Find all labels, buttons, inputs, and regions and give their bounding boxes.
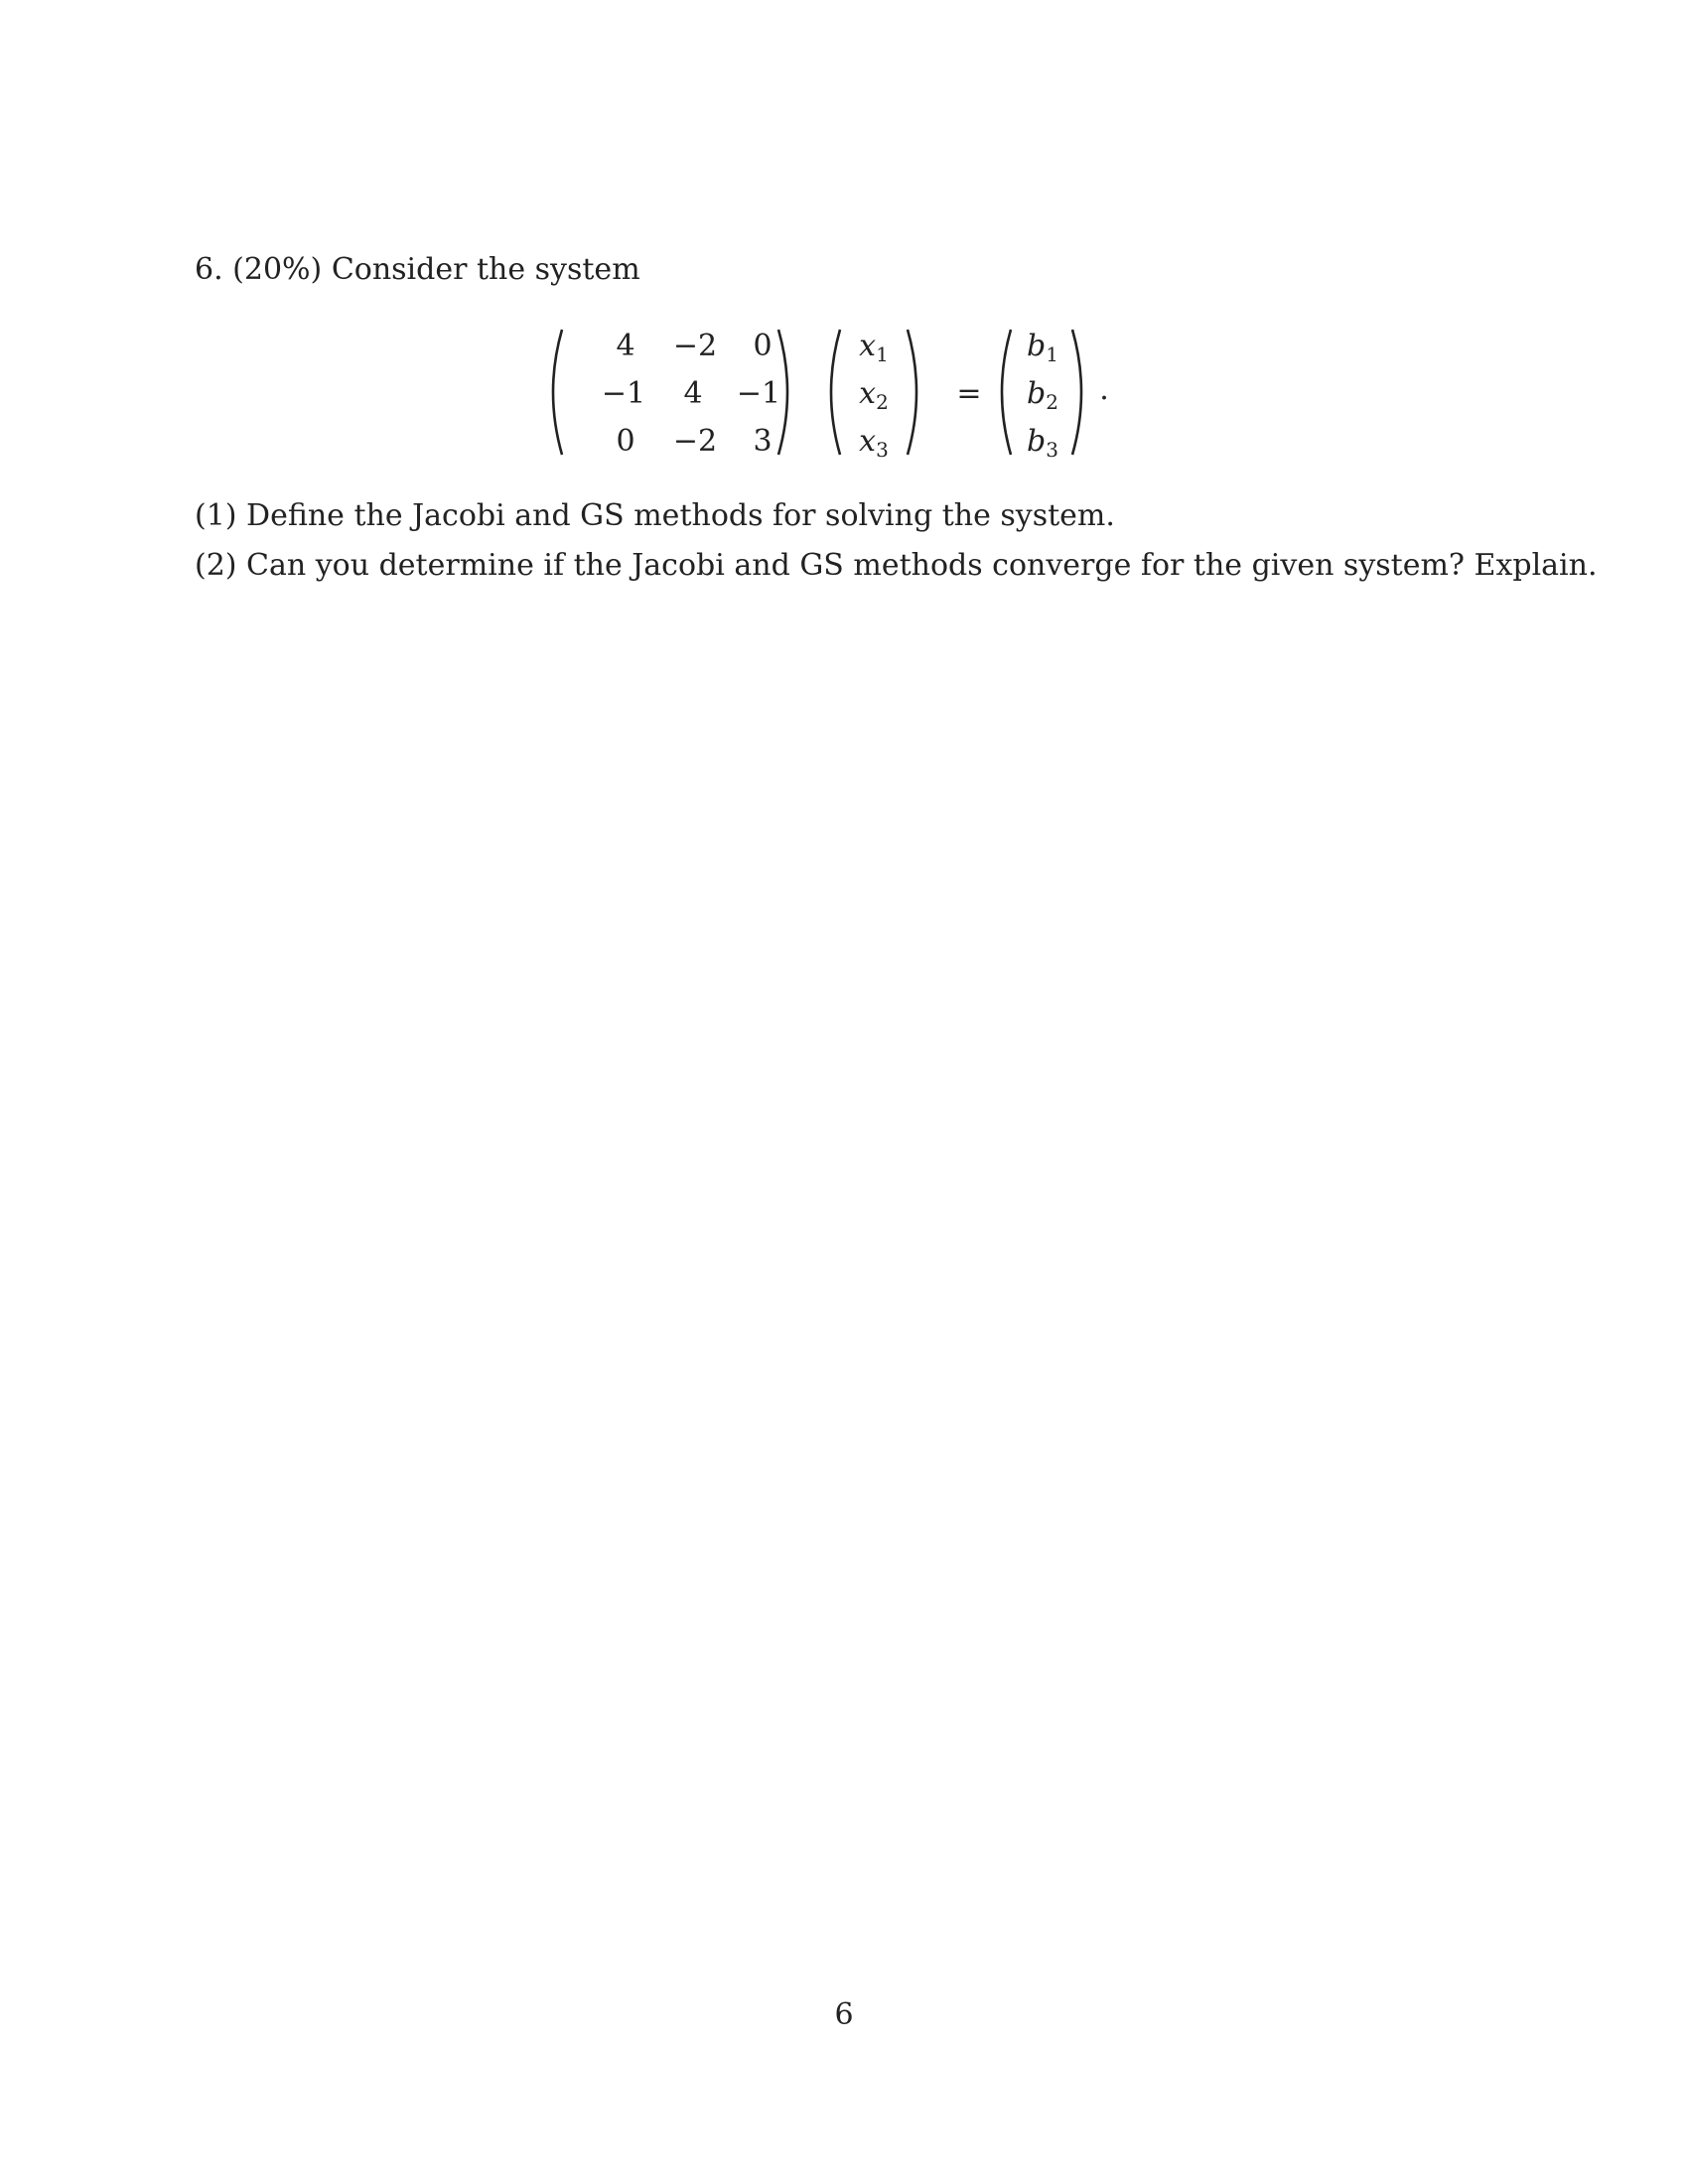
vector-b-entry-2 [1027, 376, 1058, 414]
vector-b-entry-2-sub: 2 [1046, 390, 1058, 414]
vector-x-entry-3 [859, 424, 889, 462]
vector-b-entry-3-sub: 3 [1046, 438, 1058, 462]
vector-x-entry-2 [859, 376, 889, 414]
vector-b-entry-1-base: b [1027, 329, 1047, 363]
matrix-cell-1-2: −1 [736, 376, 781, 411]
equation-svg [536, 308, 1132, 477]
matrix-left-paren [553, 330, 562, 455]
vector-b-left-paren [1002, 330, 1011, 455]
vector-x-left-paren [831, 330, 840, 455]
problem-intro: Consider the system [331, 252, 640, 287]
vector-b-right-paren [1072, 330, 1081, 455]
page-number: 6 [834, 1997, 854, 2032]
matrix-cell-0-2: 0 [753, 329, 773, 363]
vector-x-entry-2-base: x [859, 376, 877, 411]
vector-x-entry-1 [859, 329, 889, 366]
linear-system-equation [536, 308, 1132, 477]
problem-weight: (20%) [232, 252, 323, 287]
vector-x-entry-1-base: x [859, 329, 877, 363]
matrix-cell-0-0: 4 [616, 329, 635, 363]
vector-x-entry-3-sub: 3 [876, 438, 889, 462]
vector-b-entry-2-base: b [1027, 376, 1047, 411]
vector-b-entry-1-sub: 1 [1046, 342, 1058, 366]
question-1: (1) Define the Jacobi and GS methods for solving the system. [195, 498, 1115, 533]
vector-b-entry-1 [1027, 329, 1058, 366]
matrix-cell-1-0: −1 [601, 376, 646, 411]
vector-b-entry-3 [1027, 424, 1058, 462]
matrix-cell-2-1: −2 [672, 424, 718, 459]
problem-number: 6. [195, 252, 223, 287]
question-2: (2) Can you determine if the Jacobi and GS methods converge for the given system? Explain. [195, 548, 1598, 583]
vector-x-entry-3-base: x [859, 424, 877, 459]
equals-sign: = [956, 376, 982, 411]
vector-x-entry-2-sub: 2 [876, 390, 889, 414]
vector-b-entry-3-base: b [1027, 424, 1047, 459]
matrix-cell-1-1: 4 [683, 376, 703, 411]
vector-x-entry-1-sub: 1 [876, 342, 889, 366]
equation-period: . [1099, 372, 1109, 407]
vector-x-right-paren [908, 330, 916, 455]
matrix-cell-2-0: 0 [616, 424, 635, 459]
problem-heading [195, 250, 640, 290]
matrix-cell-0-1: −2 [672, 329, 718, 363]
matrix-cell-2-2: 3 [753, 424, 773, 459]
